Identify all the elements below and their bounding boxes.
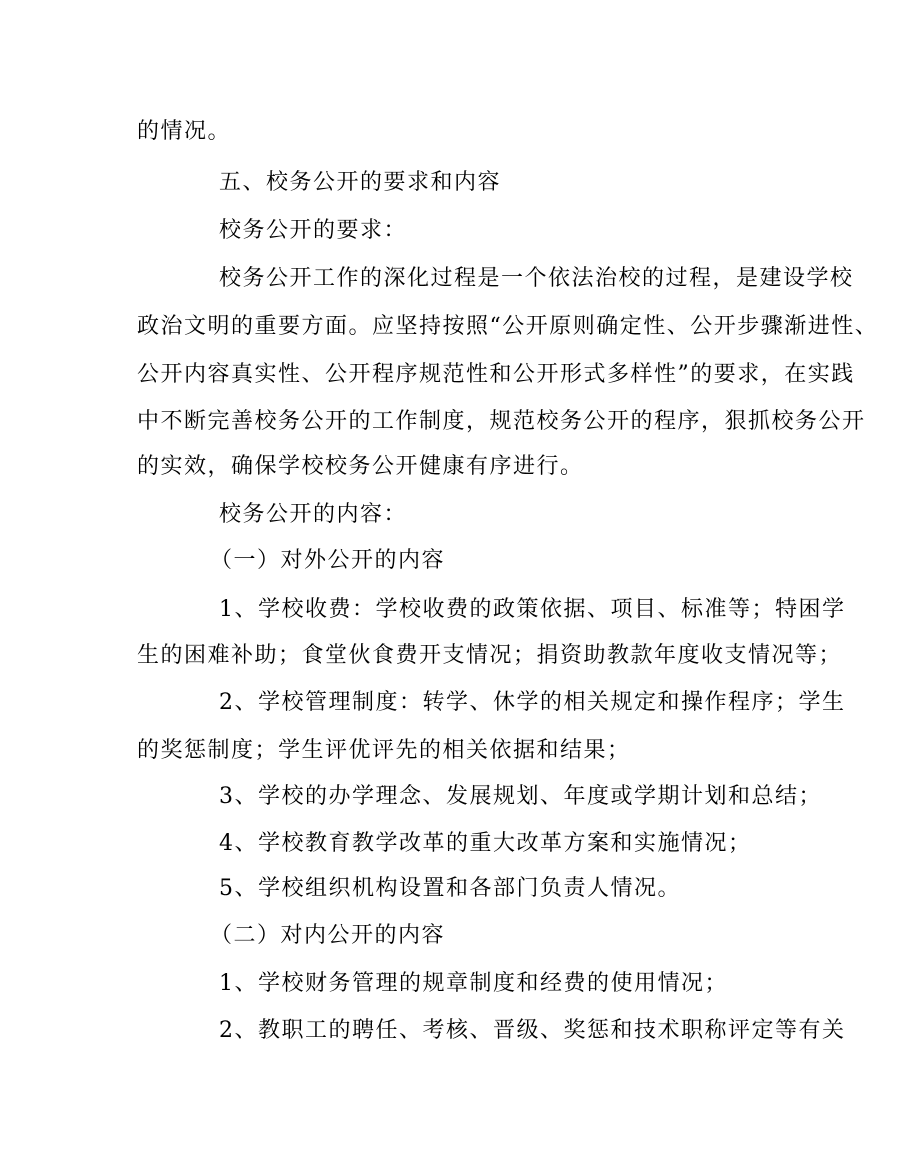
- subheading: 校务公开的要求：: [219, 218, 408, 243]
- subsection-heading: （一）对外公开的内容: [210, 548, 446, 573]
- list-item-line: 2、教职工的聘任、考核、晋级、奖惩和技术职称评定等有关: [219, 1018, 846, 1043]
- paragraph-line: 公开内容真实性、公开程序规范性和公开形式多样性”的要求，在实践: [137, 362, 855, 387]
- subsection-heading: （二）对内公开的内容: [210, 923, 446, 948]
- list-item-line: 的奖惩制度；学生评优评先的相关依据和结果；: [137, 738, 631, 763]
- list-item-line: 5、学校组织机构设置和各部门负责人情况。: [219, 876, 681, 901]
- list-item-line: 1、学校财务管理的规章制度和经费的使用情况；: [219, 971, 728, 996]
- list-item-line: 3、学校的办学理念、发展规划、年度或学期计划和总结；: [219, 784, 822, 809]
- section-heading: 五、校务公开的要求和内容: [219, 170, 502, 195]
- paragraph-line: 政治文明的重要方面。应坚持按照“公开原则确定性、公开步骤渐进性、: [137, 314, 879, 339]
- list-item-line: 2、学校管理制度：转学、休学的相关规定和操作程序；学生: [219, 690, 846, 715]
- list-item-line: 4、学校教育教学改革的重大改革方案和实施情况；: [219, 831, 752, 856]
- paragraph-line: 中不断完善校务公开的工作制度，规范校务公开的程序，狠抓校务公开: [137, 409, 866, 434]
- subheading: 校务公开的内容：: [219, 502, 408, 527]
- list-item-line: 1、学校收费：学校收费的政策依据、项目、标准等；特困学: [219, 597, 846, 622]
- paragraph-line: 的实效，确保学校校务公开健康有序进行。: [137, 454, 584, 479]
- paragraph-line: 的情况。: [137, 119, 232, 144]
- paragraph-line: 校务公开工作的深化过程是一个依法治校的过程，是建设学校: [219, 266, 854, 291]
- list-item-line: 生的困难补助；食堂伙食费开支情况；捐资助教款年度收支情况等；: [137, 643, 843, 668]
